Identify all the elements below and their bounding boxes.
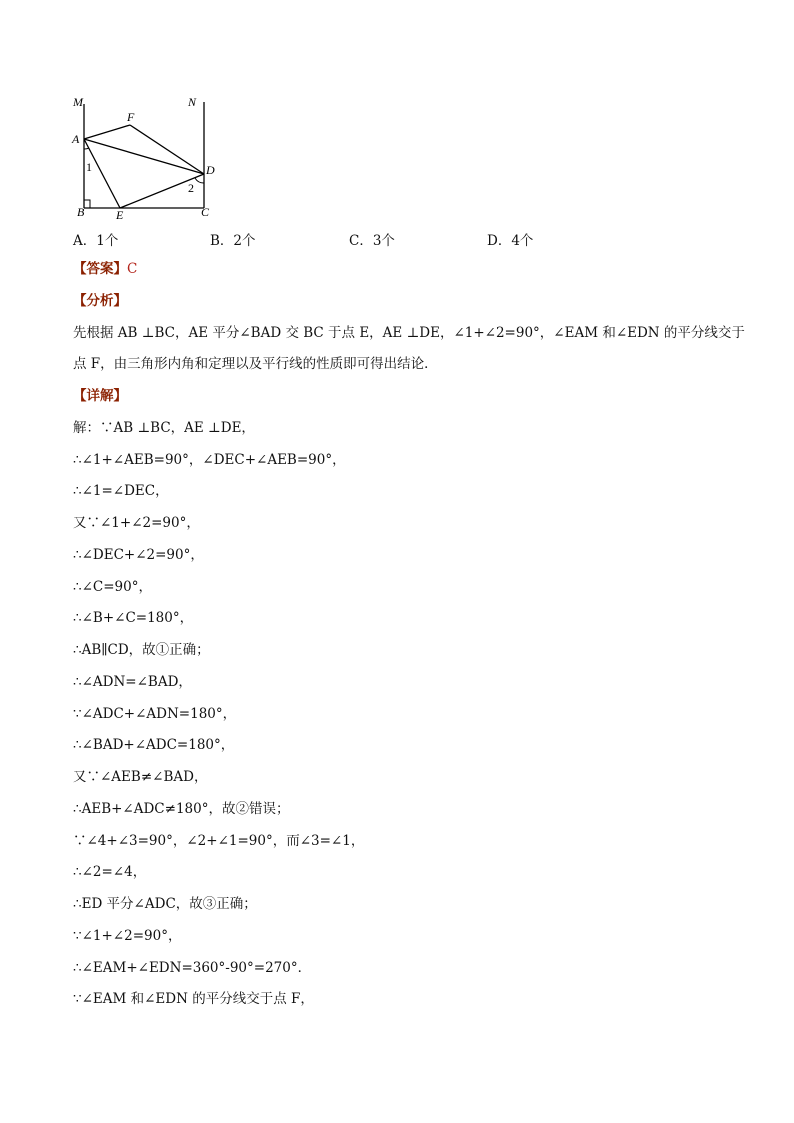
detail-line: ∵∠1+∠2=90°， (73, 928, 182, 944)
label-a: A (72, 132, 80, 146)
detail-line: 解：∵AB ⊥BC，AE ⊥DE， (73, 420, 255, 436)
detail-line: ∴∠2=∠4， (73, 864, 147, 880)
detail-line: 又∵∠1+∠2=90°， (73, 515, 200, 531)
analysis-line: 点 F，由三角形内角和定理以及平行线的性质即可得出结论． (73, 356, 438, 372)
detail-line: ∴AB∥CD，故①正确； (73, 642, 210, 658)
option-b: B．2个 (210, 233, 256, 249)
detail-line: 又∵∠AEB≠∠BAD， (73, 769, 208, 785)
answer-options (73, 229, 753, 249)
detail-line: ∴∠DEC+∠2=90°， (73, 547, 204, 563)
analysis-line: 先根据 AB ⊥BC，AE 平分∠BAD 交 BC 于点 E，AE ⊥DE，∠1+∠2=90°，∠EAM 和∠EDN 的平分线交于 (73, 325, 745, 341)
label-b: B (77, 205, 85, 219)
detail-label: 【详解】 (73, 388, 127, 404)
geometry-figure (70, 92, 230, 224)
detail-line: ∴∠EAM+∠EDN=360°-90°=270°． (73, 960, 312, 976)
label-d: D (206, 163, 215, 177)
option-a: A．1个 (73, 233, 119, 249)
label-f: F (127, 110, 135, 124)
label-e: E (116, 208, 124, 222)
answer-value: C (127, 261, 138, 277)
right-angle-b (84, 200, 90, 208)
angle-arc-1 (84, 148, 89, 149)
label-n: N (188, 95, 197, 109)
label-angle-1: 1 (86, 160, 92, 174)
answer-label: 【答案】 (73, 261, 127, 277)
label-m: M (73, 95, 83, 109)
label-angle-2: 2 (188, 181, 194, 195)
detail-line: ∵∠EAM 和∠EDN 的平分线交于点 F， (73, 991, 314, 1007)
line-f-d (130, 125, 204, 174)
answer-line (73, 259, 137, 279)
detail-line: ∴∠ADN=∠BAD， (73, 674, 192, 690)
detail-line: ∴∠1+∠AEB=90°，∠DEC+∠AEB=90°， (73, 452, 346, 468)
angle-arc-2 (195, 178, 204, 183)
detail-line: ∴∠C=90°， (73, 579, 152, 595)
detail-line: ∵∠4+∠3=90°，∠2+∠1=90°，而∠3=∠1， (73, 833, 365, 849)
detail-line: ∵∠ADC+∠ADN=180°， (73, 706, 237, 722)
option-c: C．3个 (349, 233, 395, 249)
detail-line: ∴∠B+∠C=180°， (73, 610, 194, 626)
line-a-d (84, 139, 204, 174)
detail-line: ∴∠1=∠DEC， (73, 483, 169, 499)
detail-line: ∴AEB+∠ADC≠180°，故②错误； (73, 801, 290, 817)
option-d: D．4个 (487, 233, 534, 249)
analysis-label: 【分析】 (73, 293, 127, 309)
label-c: C (201, 205, 210, 219)
detail-line: ∴ED 平分∠ADC，故③正确； (73, 896, 257, 912)
line-a-f (84, 125, 130, 139)
figure-canvas (70, 92, 230, 224)
detail-line: ∴∠BAD+∠ADC=180°， (73, 737, 235, 753)
